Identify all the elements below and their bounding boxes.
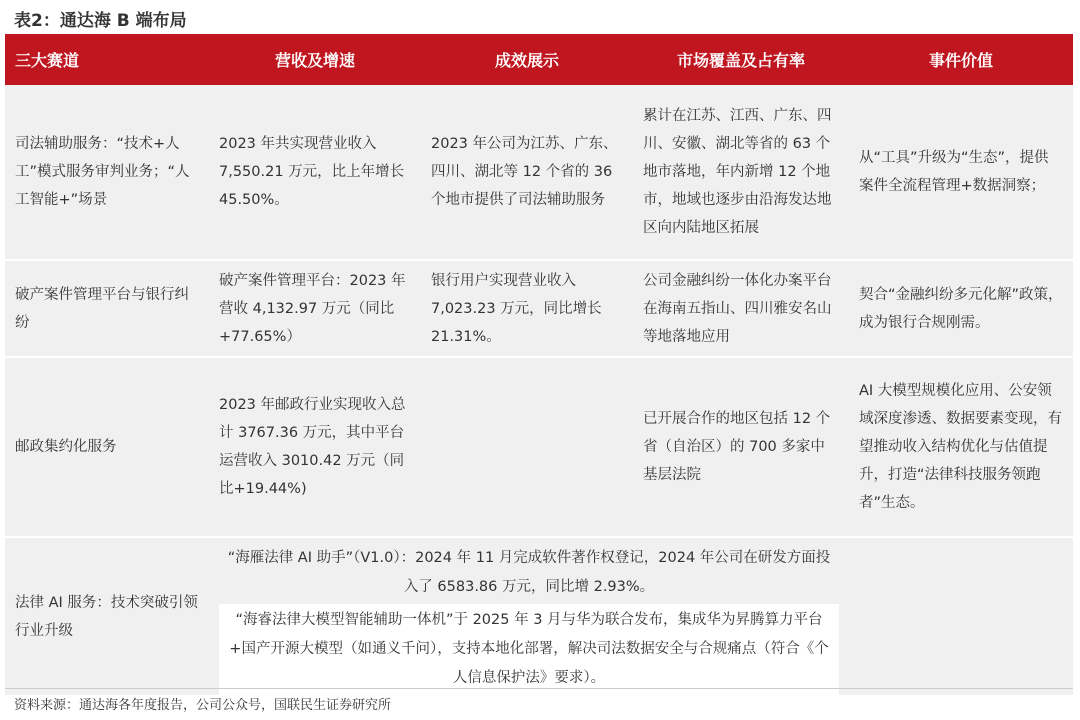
cell-coverage: 已开展合作的地区包括 12 个省（自治区）的 700 多家中基层法院 xyxy=(633,357,849,537)
cell-track: 邮政集约化服务 xyxy=(5,357,209,537)
cell-value: 契合“金融纠纷多元化解”政策，成为银行合规刚需。 xyxy=(849,260,1073,357)
table-row xyxy=(5,537,1073,695)
header-coverage: 市场覆盖及占有率 xyxy=(633,34,849,85)
cell-revenue: 2023 年邮政行业实现收入总计 3767.36 万元，其中平台运营收入 3010.42 万元（同比+19.44%) xyxy=(209,357,421,537)
ai-item-all-in-one: “海睿法律大模型智能辅助一体机”于 2025 年 3 月与华为联合发布，集成华为昇腾算力平台+国产开源大模型（如通义千问），支持本地化部署，解决司法数据安全与合规痛点（符合《个人信息保护法》要求）。 xyxy=(219,604,839,695)
header-track: 三大赛道 xyxy=(5,34,209,85)
cell-coverage: 公司金融纠纷一体化办案平台在海南五指山、四川雅安名山等地落地应用 xyxy=(633,260,849,357)
cell-results: 银行用户实现营业收入 7,023.23 万元，同比增长 21.31%。 xyxy=(421,260,633,357)
header-row xyxy=(5,34,1073,85)
cell-results xyxy=(421,357,633,537)
table-title: 表2：通达海 B 端布局 xyxy=(14,11,187,31)
cell-track: 法律 AI 服务：技术突破引领行业升级 xyxy=(5,537,209,695)
cell-track: 破产案件管理平台与银行纠纷 xyxy=(5,260,209,357)
source-note: 资料来源：通达海各年度报告，公司公众号，国联民生证券研究所 xyxy=(14,698,392,713)
footer-divider xyxy=(5,688,1073,689)
header-value: 事件价值 xyxy=(849,34,1073,85)
ai-merged-cell xyxy=(209,537,849,695)
cell-track: 司法辅助服务：“技术+人工”模式服务审判业务；“人工智能+”场景 xyxy=(5,85,209,260)
cell-value: AI 大模型规模化应用、公安领域深度渗透、数据要素变现，有望推动收入结构优化与估值提升，打造“法律科技服务领跑者”生态。 xyxy=(849,357,1073,537)
cell-revenue: 2023 年共实现营业收入 7,550.21 万元，比上年增长 45.50%。 xyxy=(209,85,421,260)
table-row xyxy=(5,357,1073,537)
table-row xyxy=(5,260,1073,357)
layout-table xyxy=(5,34,1073,695)
cell-value: 从“工具”升级为“生态”，提供案件全流程管理+数据洞察； xyxy=(849,85,1073,260)
cell-coverage: 累计在江苏、江西、广东、四川、安徽、湖北等省的 63 个地市落地，年内新增 12 个地市，地域也逐步由沿海发达地区向内陆地区拓展 xyxy=(633,85,849,260)
cell-results: 2023 年公司为江苏、广东、四川、湖北等 12 个省的 36 个地市提供了司法辅助服务 xyxy=(421,85,633,260)
header-results: 成效展示 xyxy=(421,34,633,85)
cell-revenue: 破产案件管理平台：2023 年营收 4,132.97 万元（同比+77.65%） xyxy=(209,260,421,357)
header-revenue: 营收及增速 xyxy=(209,34,421,85)
cell-value-empty xyxy=(849,537,1073,695)
table-row xyxy=(5,85,1073,260)
ai-item-assistant: “海雁法律 AI 助手”（V1.0）：2024 年 11 月完成软件著作权登记，2024 年公司在研发方面投入了 6583.86 万元，同比增 2.93%。 xyxy=(219,542,839,604)
